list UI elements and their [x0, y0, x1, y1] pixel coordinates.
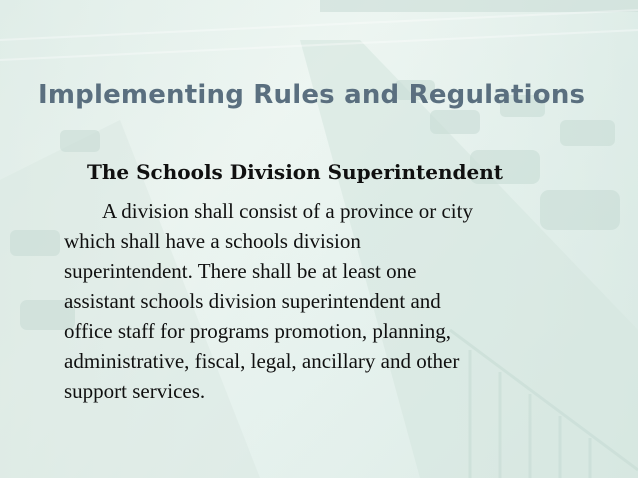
body-line: A division shall consist of a province or city: [102, 199, 473, 223]
body-line: assistant schools division superintendent and: [64, 289, 441, 313]
body-paragraph: [64, 196, 604, 406]
body-line: office staff for programs promotion, planning,: [64, 319, 452, 343]
slide-title: Implementing Rules and Regulations: [38, 80, 586, 110]
body-line: support services.: [64, 379, 206, 403]
body-line: which shall have a schools division: [64, 229, 361, 253]
body-line: superintendent. There shall be at least one: [64, 259, 417, 283]
section-heading: The Schools Division Superintendent: [87, 160, 503, 184]
body-line: administrative, fiscal, legal, ancillary and other: [64, 349, 460, 373]
